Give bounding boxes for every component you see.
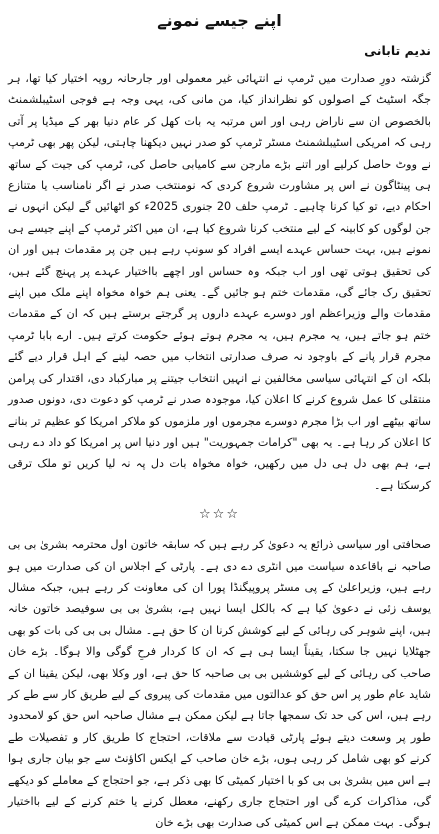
article-title: اپنے جیسے نمونے	[157, 11, 282, 30]
article-paragraph-2: صحافتی اور سیاسی ذرائع یہ دعویٰ کر رہے ہیں کہ سابقہ خاتون اول محترمہ بشریٰ بی بی صاحبہ نے باقاعدہ سیاست میں انٹری دے دی ہے۔ پارٹی کے اجلاس ان کی صدارت میں ہو رہے ہیں، وزیراعلیٰ کے پی مسٹر پروپیگنڈا پورا ان کی معاونت کر رہے ہیں، جبکہ مشال یوسف زئی نے دعویٰ کیا ہے کہ بالکل ایسا نہیں ہے، بشریٰ بی بی سوفیصد خاتون خانہ ہیں، اپنے شوہر کی رہائی کے لیے کوشش کرنا ان کا حق ہے۔ مشال بی بی کی بات کو بھی جھٹلایا نہیں جا سکتا، یقیناً ایسا ہی ہے کہ ان کا کردار فرحِ گوگی والا ہوگا۔ بڑے خان صاحب کی رہائی کے لیے کوششیں بی بی صاحبہ کا حق ہے، اور وکلا بھی، لیکن یقینا ان کے شاید عام طور پر اس حق کو عدالتوں میں مقدمات کی پیروی کے لیے طریق کار سے طے کر رہے ہیں، اس کی حد تک سمجھا جاتا ہے لیکن ممکن ہے مشال صاحبہ اس حق کو لامحدود طور پر وسعت دیتے ہوئے پارٹی قیادت سے ملاقات، احتجاج کا طریق کار و تفصیلات طے کرنے کو بھی شامل کر رہی ہوں، بڑے خان صاحب کے ایکس اکاؤنٹ سے جو بیان جاری ہوا ہے اس میں بشریٰ بی بی کو با اختیار کمیٹی کا بھی ذکر ہے، جو احتجاج کے معاملے کو دیکھے گی، مذاکرات کرے گی اور احتجاج جاری رکھنے، معطل کرنے یا ختم کرنے کے لیے بااختیار ہوگی۔ بہت ممکن ہے اس کمیٹی کی صدارت بھی بڑے خان	[7, 538, 431, 830]
article-paragraph-1: گزشتہ دورِ صدارت میں ٹرمپ نے انتہائی غیر معمولی اور جارحانہ رویہ اختیار کیا تھا، ہر جگہ اسٹیٹ کے اصولوں کو نظرانداز کیا، من مانی کی، یہی وجہ ہے فوجی اسٹیبلشمنٹ بالخصوص ان سے ناراض رہی اور اس مرتبہ یہ بات کھل کر عام دنیا بھر کے میڈیا پر آتی رہی کہ امریکی اسٹیبلشمنٹ مسٹر ٹرمپ کو صدر نہیں دیکھنا چاہتی، لیکن پھر بھی ٹرمپ نے ووٹ حاصل کرلیے اور اتنے بڑے مارجن سے کامیابی حاصل کی، ٹرمپ کی جیت کے ساتھ ہی پینٹاگون نے اس پر مشاورت شروع کردی کہ نومنتخب صدر نے اگر نامناسب یا متنازع احکام دیے، تو کیا کرنا چاہیے۔ ٹرمپ حلف 20 جنوری 2025ء کو اٹھائیں گے لیکن انہوں نے جن لوگوں کو کابینہ کے لیے منتخب کرنا شروع کیا ہے، ان میں اکثر ٹرمپ کے اپنے جیسے ہی نمونے ہیں، بہت حساس عہدے ایسے افراد کو سونپ رہے ہیں جن پر مقدمات ہیں اور ان کی تحقیق ہوتی تھی اور اب جبکہ وہ حساس اور اچھے بااختیار عہدے پر پہنچ گئے ہیں، تحقیق رک جائے گی، مقدمات ختم ہو جائیں گے۔ یعنی ہم خواہ مخواہ اپنے ملک میں اپنے مقدمات والے وزیراعظم اور دوسرے عہدے داروں پر گرجتے برستے ہیں کہ ان کے مقدمات ختم ہو جاتے ہیں، یہ مجرم ہیں، یہ مجرم ہوتے ہوئے حکومت کرتے ہیں۔ ارے بابا ٹرمپ مجرم قرار پانے کے باوجود نہ صرف صدارتی انتخاب میں حصہ لینے کے اہل قرار دیے گئے بلکہ ان کے انتہائی سیاسی مخالفین نے انہیں انتخاب جیتنے پر مبارکباد دی، اقتدار کی پرامن منتقلی کا عمل شروع کرنے کا اعلان کیا، موجودہ صدر نے ٹرمپ کو دعوت دی، دونوں صدور ساتھ بیٹھے اور اب بڑا مجرم دوسرے مجرموں اور ملزموں کو ملاکر امریکا کو عظیم تر بنانے کا اعلان کر رہا ہے۔ یہ بھی "کرامات جمہوریت" ہیں اور دنیا اس پر امریکا کو داد دے رہی ہے، ہم بھی دل ہی دل میں رکھیں، خواہ مخواہ بات دل پہ نہ لیا کریں تو ملک ترقی کرسکتا ہے۔	[8, 72, 432, 492]
section-separator-stars: ☆☆☆	[199, 507, 240, 523]
author-name: ندیم تابانی	[364, 43, 431, 58]
